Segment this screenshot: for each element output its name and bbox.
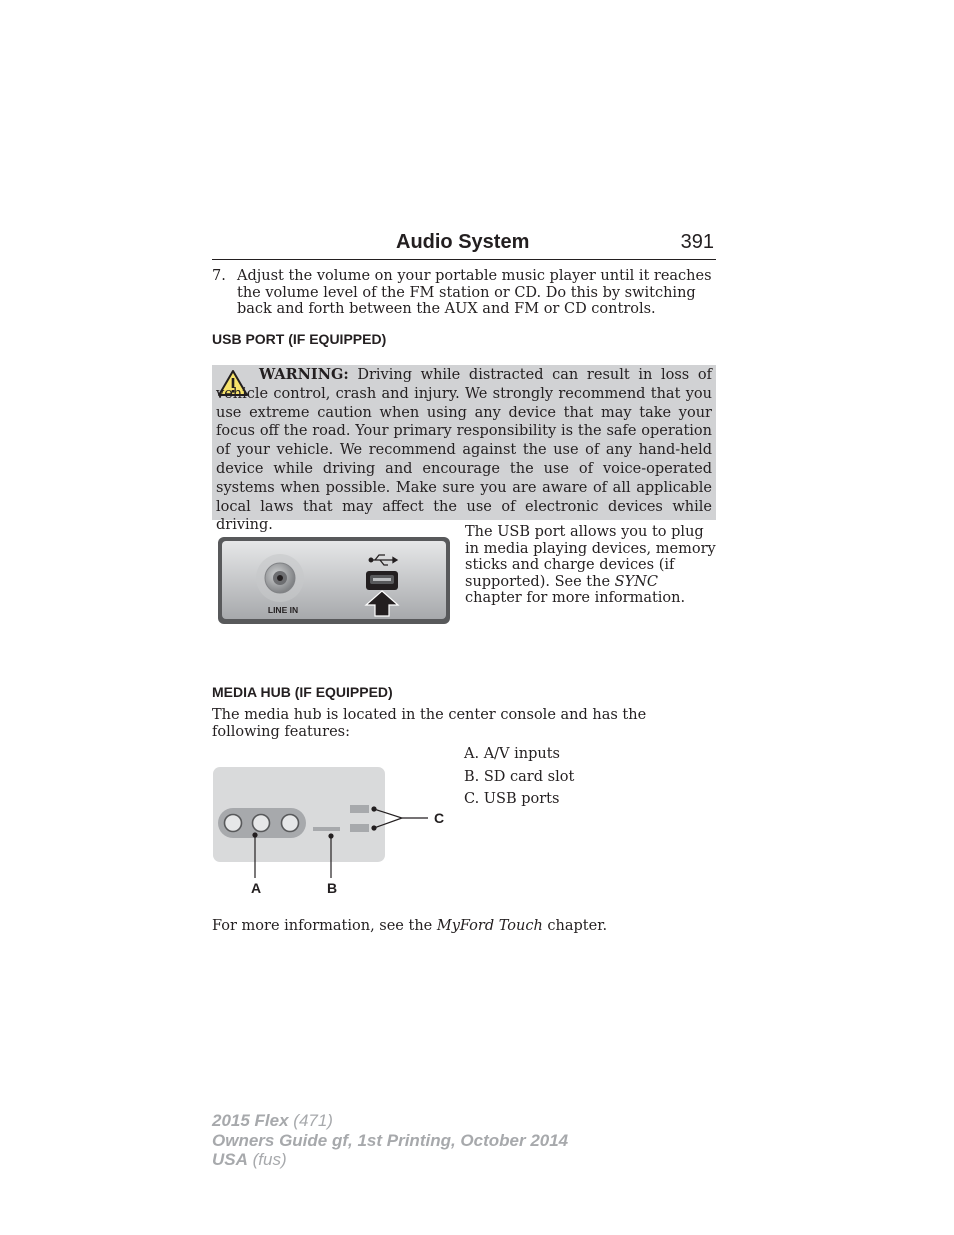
media-hub-heading: MEDIA HUB (IF EQUIPPED): [212, 684, 393, 700]
footer-line-1: 2015 Flex (471): [212, 1111, 333, 1130]
page-number: 391: [680, 231, 714, 253]
warning-body: Driving while distracted can result in loss of vehicle control, crash and injury. We strongly recommend that you use extreme caution when using any device that may take your focus off the road. Your primary responsibility is the safe operation of your vehicle. We recommend against the use of any hand-held device while driving and encourage the use of voice-operated systems when possible. Make sure you are aware of all applicable local laws that may affect the use of electronic devices while driving.: [216, 367, 712, 534]
warning-text: [216, 366, 712, 535]
page-footer: [212, 1111, 568, 1170]
step-number: 7.: [212, 268, 226, 284]
list-item: B. SD card slot: [464, 768, 575, 785]
footer-line-3: USA (fus): [212, 1150, 287, 1169]
list-item: C. USB ports: [464, 791, 560, 807]
more-info-text: For more information, see the MyFord Touch chapter.: [212, 918, 608, 934]
warning-box: [212, 365, 716, 534]
usb-port-heading: USB PORT (IF EQUIPPED): [212, 331, 387, 347]
callout-b: B: [326, 880, 338, 896]
footer-line-2: Owners Guide gf, 1st Printing, October 2014: [212, 1130, 569, 1150]
sync-reference: SYNC: [614, 573, 658, 590]
usb-description: The USB port allows you to plug in media playing devices, memory sticks and charge devices (if supported). See the SYNC chapter for more information.: [465, 524, 716, 606]
line-in-label: LINE IN: [267, 605, 299, 615]
media-hub-feature-list: [464, 746, 716, 814]
step-text: Adjust the volume on your portable music player until it reaches the volume level of the FM station or CD. Do this by switching back and forth between the AUX and FM or CD controls.: [237, 268, 712, 317]
myford-touch-reference: MyFord Touch: [436, 918, 543, 934]
callout-c: C: [433, 810, 445, 826]
usb-port-illustration: [217, 536, 451, 625]
media-hub-intro: The media hub is located in the center console and has the following features:: [212, 707, 647, 740]
warning-label: WARNING:: [259, 366, 349, 383]
callout-a: A: [250, 880, 262, 896]
page-header: [212, 229, 716, 260]
page-title: Audio System: [396, 231, 530, 253]
media-hub-illustration: [212, 765, 452, 900]
list-item: A. A/V inputs: [464, 746, 560, 762]
